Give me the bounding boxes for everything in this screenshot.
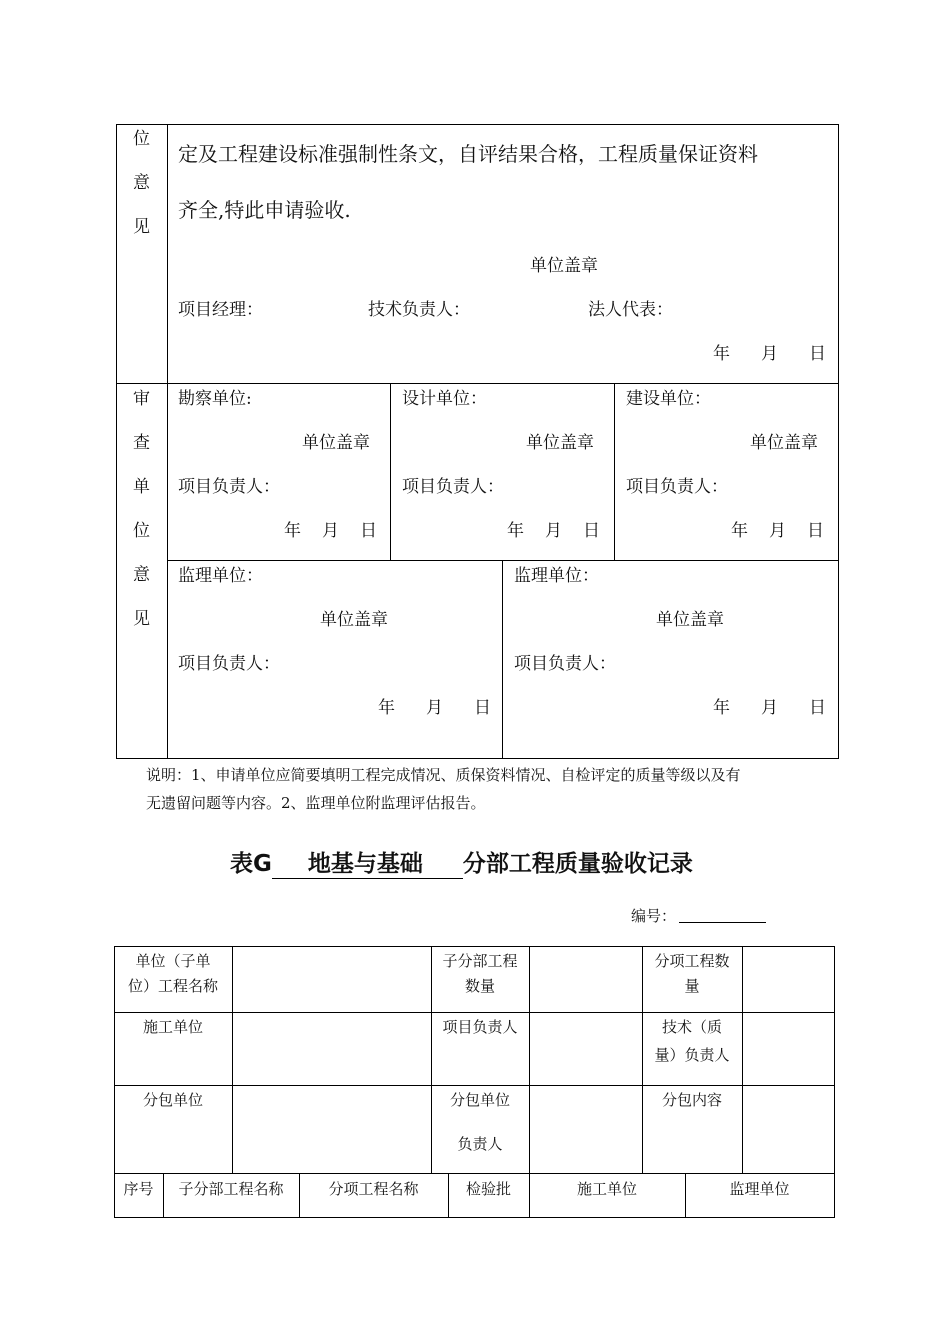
- form-title-prefix: 表G: [230, 851, 272, 877]
- side-label-char: 审: [133, 389, 150, 409]
- date-day: 日: [807, 521, 824, 541]
- date-year: 年: [284, 521, 301, 541]
- date-day: 日: [583, 521, 600, 541]
- date-year: 年: [713, 698, 730, 718]
- unit-project-name-label: 位）工程名称: [127, 977, 218, 995]
- column-header-item: 分项工程名称: [328, 1180, 419, 1198]
- date-month: 月: [769, 521, 786, 541]
- tech-lead-label: 技术负责人：: [368, 300, 470, 320]
- unit-seal-label: 单位盖章: [526, 433, 594, 453]
- date-month: 月: [426, 698, 443, 718]
- project-lead-label: 项目负责人：: [626, 477, 728, 497]
- design-unit-label: 设计单位：: [402, 389, 487, 409]
- date-month: 月: [761, 344, 778, 364]
- note-line1: 说明：1、申请单位应简要填明工程完成情况、质保资料情况、自检评定的质量等级以及有: [146, 766, 741, 784]
- form-title-blank-text: 地基与基础: [307, 851, 423, 877]
- item-count-label: 量: [684, 977, 700, 995]
- side-label-char: 查: [133, 433, 150, 453]
- side-label-char: 见: [133, 609, 150, 629]
- project-manager-label: 项目经理：: [178, 300, 263, 320]
- project-lead-label: 项目负责人：: [402, 477, 504, 497]
- column-header-subdivision: 子分部工程名称: [178, 1180, 284, 1198]
- date-year: 年: [378, 698, 395, 718]
- item-count-label: 分项工程数: [654, 952, 730, 970]
- side-label-char: 位: [133, 521, 150, 541]
- column-header-builder: 施工单位: [576, 1180, 637, 1198]
- unit-project-name-label: 单位（子单: [135, 952, 211, 970]
- date-day: 日: [809, 698, 826, 718]
- side-label-char: 意: [133, 173, 150, 193]
- unit-seal-label: 单位盖章: [656, 610, 724, 630]
- owner-unit-label: 建设单位：: [626, 389, 711, 409]
- unit-seal-label: 单位盖章: [320, 610, 388, 630]
- date-month: 月: [545, 521, 562, 541]
- date-day: 日: [474, 698, 491, 718]
- form-title-suffix: 分部工程质量验收记录: [462, 851, 693, 877]
- date-year: 年: [731, 521, 748, 541]
- side-label-char: 位: [133, 129, 150, 149]
- form-title-blank: [272, 845, 463, 879]
- unit-seal-label: 单位盖章: [530, 256, 598, 276]
- form-number-blank: [679, 922, 766, 923]
- opinion-text-line2: 齐全,特此申请验收.: [178, 198, 351, 222]
- legal-rep-label: 法人代表：: [588, 300, 673, 320]
- column-header-supervisor: 监理单位: [729, 1180, 790, 1198]
- form-title: [230, 845, 693, 879]
- column-header-seq: 序号: [123, 1180, 154, 1198]
- column-header-batch: 检验批: [465, 1180, 511, 1198]
- supervision-unit-label: 监理单位：: [178, 566, 263, 586]
- date-year: 年: [713, 344, 730, 364]
- project-lead-label: 项目负责人: [442, 1018, 518, 1036]
- builder-label: 施工单位: [142, 1018, 203, 1036]
- project-lead-label: 项目负责人：: [514, 654, 616, 674]
- side-label-char: 意: [133, 565, 150, 585]
- project-lead-label: 项目负责人：: [178, 654, 280, 674]
- subcontractor-lead-label: 负责人: [457, 1135, 503, 1153]
- side-label-char: 单: [133, 477, 150, 497]
- project-lead-label: 项目负责人：: [178, 477, 280, 497]
- subcontract-content-label: 分包内容: [661, 1091, 722, 1109]
- survey-unit-label: 勘察单位:: [178, 389, 252, 409]
- date-day: 日: [360, 521, 377, 541]
- subcontractor-lead-label: 分包单位: [449, 1091, 510, 1109]
- supervision-unit-label: 监理单位：: [514, 566, 599, 586]
- sub-division-count-label: 子分部工程: [442, 952, 518, 970]
- unit-seal-label: 单位盖章: [750, 433, 818, 453]
- opinion-text-line1: 定及工程建设标准强制性条文，自评结果合格，工程质量保证资料: [178, 142, 758, 166]
- form-number-label: 编号：: [631, 907, 677, 925]
- quality-lead-label: 量）负责人: [654, 1046, 730, 1064]
- quality-lead-label: 技术（质: [661, 1018, 722, 1036]
- sub-division-count-label: 数量: [464, 977, 495, 995]
- date-month: 月: [322, 521, 339, 541]
- unit-seal-label: 单位盖章: [302, 433, 370, 453]
- date-month: 月: [761, 698, 778, 718]
- note-line2: 无遗留问题等内容。2、监理单位附监理评估报告。: [146, 794, 486, 812]
- side-label-char: 见: [133, 217, 150, 237]
- date-year: 年: [507, 521, 524, 541]
- subcontractor-label: 分包单位: [142, 1091, 203, 1109]
- date-day: 日: [809, 344, 826, 364]
